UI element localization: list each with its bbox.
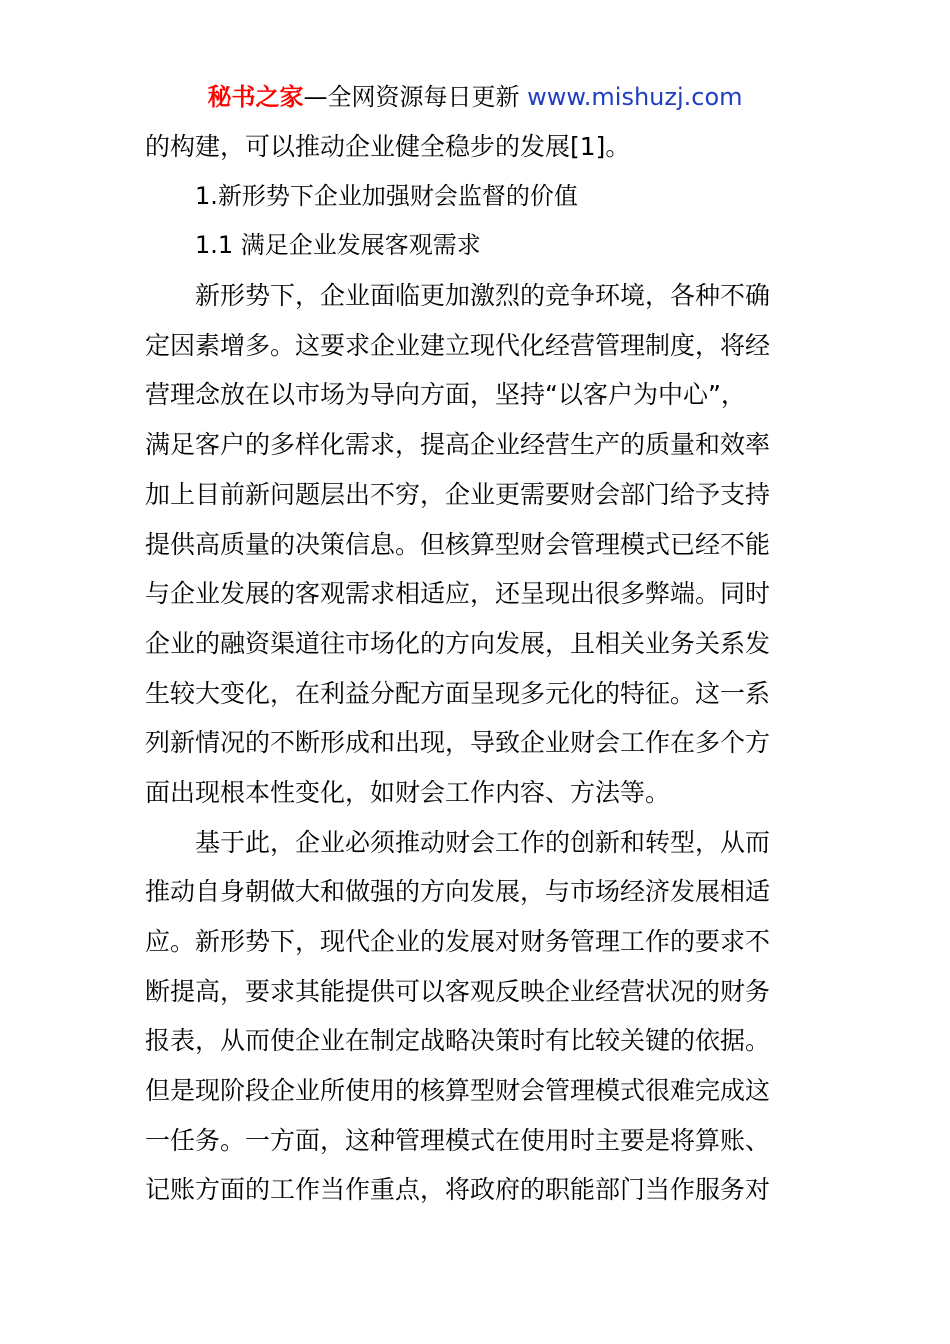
paragraph-line: 断提高，要求其能提供可以客观反映企业经营状况的财务 — [145, 976, 771, 1006]
site-url-link[interactable]: www.mishuzj.com — [527, 83, 743, 111]
header-tagline: —全网资源每日更新 — [303, 83, 520, 111]
paragraph-line: 企业的融资渠道往市场化的方向发展，且相关业务关系发 — [145, 628, 771, 658]
paragraph-line: 加上目前新问题层出不穷，企业更需要财会部门给予支持 — [145, 479, 771, 509]
paragraph-line: 新形势下，企业面临更加激烈的竞争环境，各种不确 — [195, 281, 771, 311]
paragraph-line: 生较大变化，在利益分配方面呈现多元化的特征。这一系 — [145, 678, 771, 708]
paragraph-line: 推动自身朝做大和做强的方向发展，与市场经济发展相适 — [145, 877, 771, 907]
section-heading: 1.1 满足企业发展客观需求 — [195, 231, 481, 260]
paragraph-line: 定因素增多。这要求企业建立现代化经营管理制度，将经 — [145, 330, 771, 360]
brand-name: 秘书之家 — [207, 83, 304, 111]
paragraph-line: 满足客户的多样化需求，提高企业经营生产的质量和效率 — [145, 430, 771, 460]
paragraph-line: 的构建，可以推动企业健全稳步的发展[1]。 — [145, 132, 631, 161]
paragraph-line: 提供高质量的决策信息。但核算型财会管理模式已经不能 — [145, 529, 771, 559]
paragraph-line: 应。新形势下，现代企业的发展对财务管理工作的要求不 — [145, 927, 771, 956]
paragraph-line: 与企业发展的客观需求相适应，还呈现出很多弊端。同时 — [145, 579, 771, 609]
section-heading: 1.新形势下企业加强财会监督的价值 — [195, 181, 578, 210]
paragraph-line: 记账方面的工作当作重点，将政府的职能部门当作服务对 — [145, 1175, 771, 1205]
page-header — [0, 80, 950, 114]
paragraph-line: 但是现阶段企业所使用的核算型财会管理模式很难完成这 — [145, 1076, 771, 1106]
paragraph-line: 一任务。一方面，这种管理模式在使用时主要是将算账、 — [145, 1125, 771, 1155]
paragraph-line: 基于此，企业必须推动财会工作的创新和转型，从而 — [195, 827, 771, 857]
paragraph-line: 营理念放在以市场为导向方面，坚持“以客户为中心”， — [145, 380, 746, 410]
paragraph-line: 报表，从而使企业在制定战略决策时有比较关键的依据。 — [145, 1026, 771, 1056]
document-body — [145, 122, 810, 1215]
paragraph-line: 面出现根本性变化，如财会工作内容、方法等。 — [145, 777, 671, 807]
paragraph-line: 列新情况的不断形成和出现，导致企业财会工作在多个方 — [145, 728, 771, 758]
